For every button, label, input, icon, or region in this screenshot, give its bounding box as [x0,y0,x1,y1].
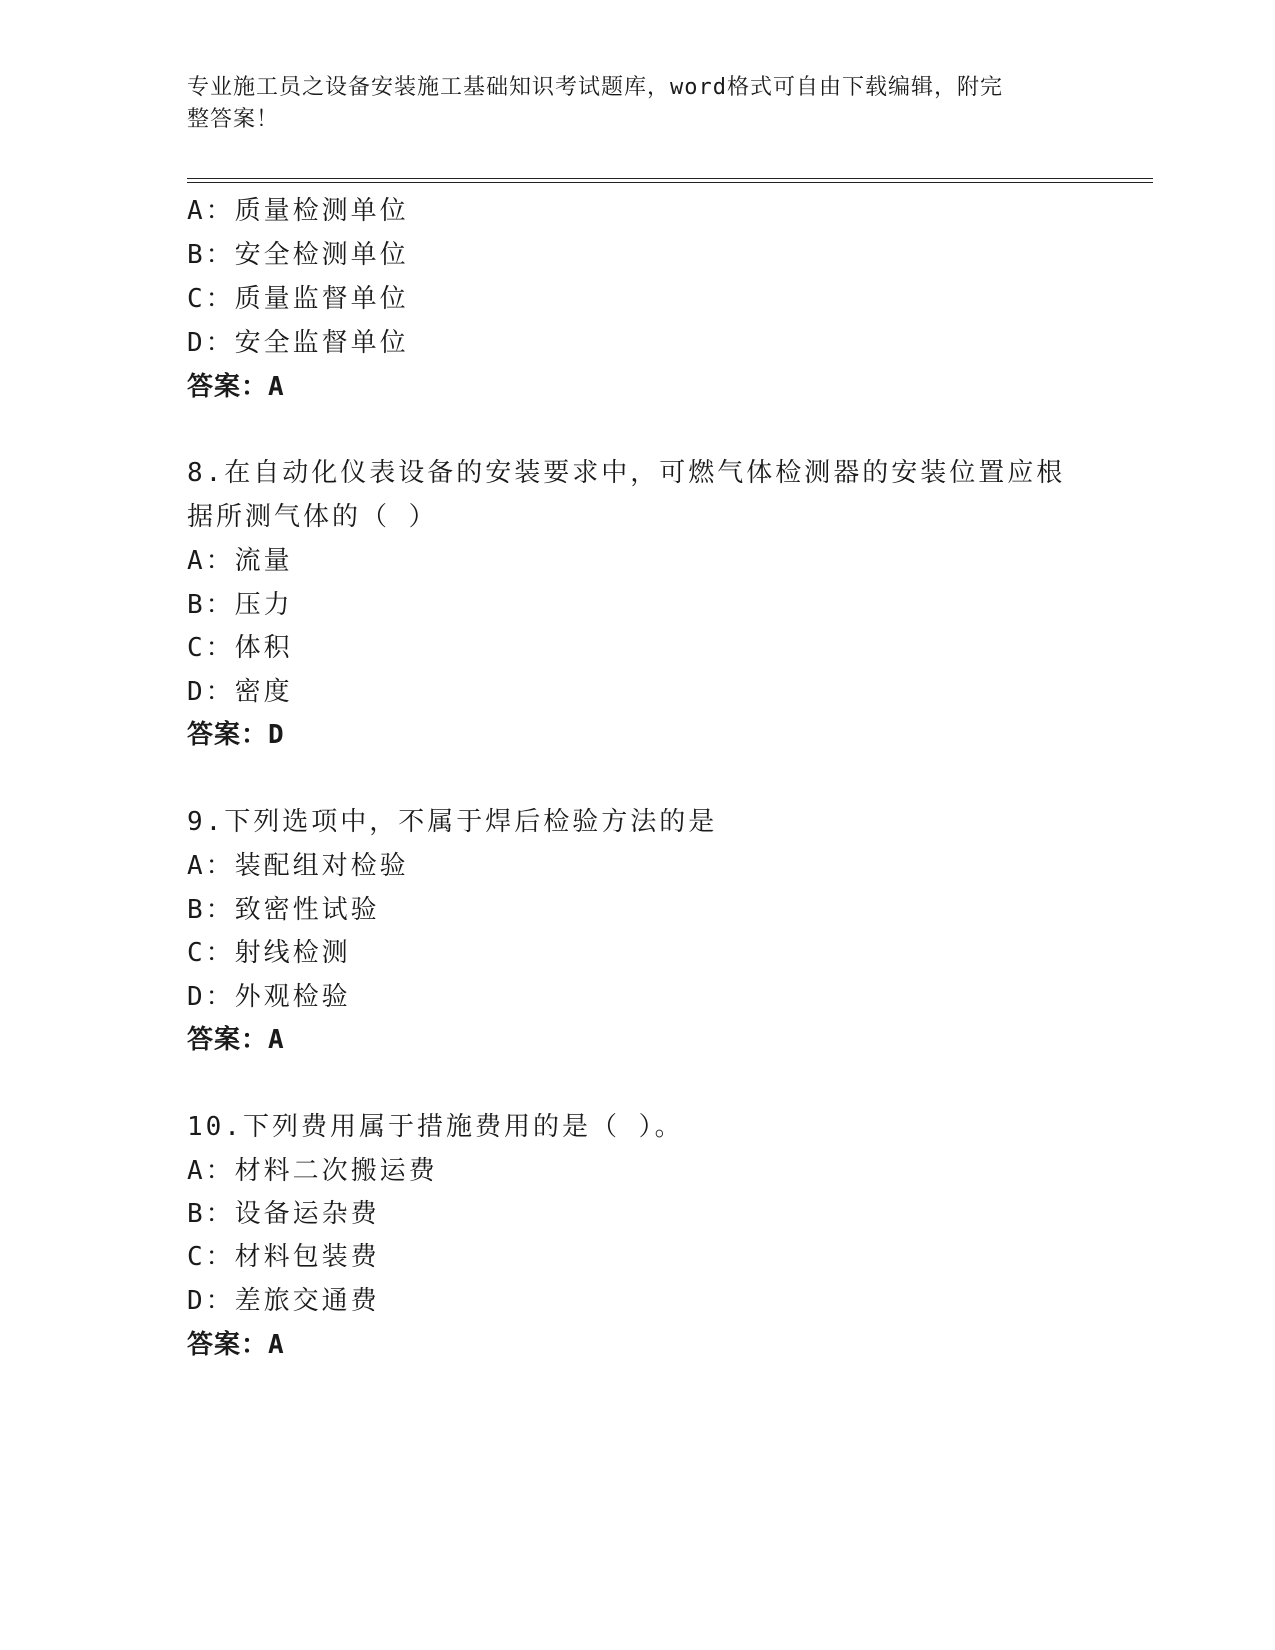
q8-option-d: D：密度 [187,677,293,707]
q9-answer: 答案：A [187,1025,285,1055]
q9-option-c: C：射线检测 [187,938,351,968]
header-double-rule [187,178,1153,183]
header-line-1: 专业施工员之设备安装施工基础知识考试题库，word格式可自由下载编辑，附完 [187,75,1003,100]
q9-option-d: D：外观检验 [187,982,351,1012]
q10-stem: 10.下列费用属于措施费用的是（ ）。 [187,1112,684,1142]
document-header [187,72,1067,136]
q7-option-c: C：质量监督单位 [187,284,409,314]
q7-option-b: B：安全检测单位 [187,240,409,270]
q10-option-c: C：材料包装费 [187,1242,380,1272]
q9-option-a: A：装配组对检验 [187,851,409,881]
q7-answer: 答案：A [187,372,285,402]
q10-option-a: A：材料二次搬运费 [187,1156,438,1186]
q10-answer: 答案：A [187,1330,285,1360]
q8-option-b: B：压力 [187,590,293,620]
q8-stem-line-2: 据所测气体的（ ） [187,502,438,532]
q9-option-b: B：致密性试验 [187,895,380,925]
q10-option-b: B：设备运杂费 [187,1199,380,1229]
q9-stem: 9.下列选项中，不属于焊后检验方法的是 [187,807,718,837]
q8-answer: 答案：D [187,720,285,750]
q8-option-a: A：流量 [187,546,293,576]
q8-option-c: C：体积 [187,633,293,663]
q8-stem-line-1: 8.在自动化仪表设备的安装要求中，可燃气体检测器的安装位置应根 [187,458,1066,488]
header-line-2: 整答案！ [187,107,280,132]
q7-option-d: D：安全监督单位 [187,328,409,358]
q10-option-d: D：差旅交通费 [187,1286,380,1316]
q7-option-a: A：质量检测单位 [187,196,409,226]
